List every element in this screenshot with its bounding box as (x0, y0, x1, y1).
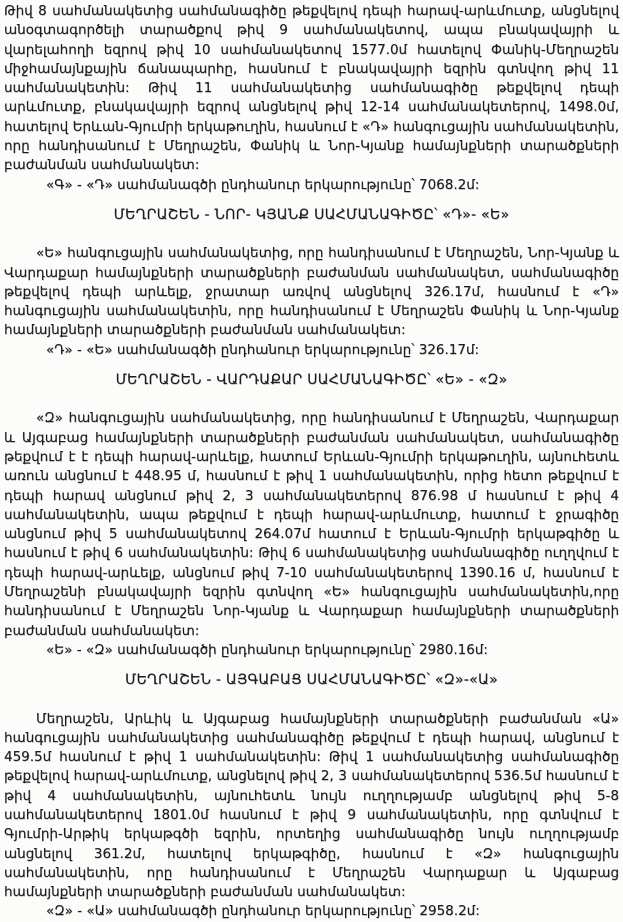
length-line-e-z: «Ե» - «Զ» սահմանագծի ընդհանուր երկարությունը՝ 2980.16մ: (46, 641, 488, 658)
length-line-z-a: «Զ» - «Ա» սահմանագծի ընդհանուր երկարությունը՝ 2958.2մ: (46, 903, 480, 920)
paragraph-d-e-boundary: «Ե» հանգուցային սահմանակետից, որը հանդիսանում է Մեղրաշեն, Նոր-Կյանք և Վարդաքար համայնքների տարածքների բաժանման սահմանակետ, սահմանագիծը թեքվելով դեպի արևելք, ջրատար առվով անցնելով 326.17մ, հասնում է «Դ» հանգուցային սահմանակետին, որը հանդիսանում է Մեղրաշեն Փանիկ և Նոր-Կյանք համայնքների տարածքների բաժանման սահմանակետ: (4, 245, 619, 339)
heading-meghrashen-vardakar: ՄԵՂՐԱՇԵՆ - ՎԱՐԴԱՔԱՐ ՍԱՀՄԱՆԱԳԻԾԸ՝ «Ե» - «Զ» (115, 372, 508, 389)
paragraph-panik-meghrashen-continuation: Թիվ 8 սահմանակետից սահմանագիծը թեքվելով դեպի հարավ-արևմուտք, անցնելով անօգտագործելի տարածքով թիվ 9 սահմանակետով, ապա բնակավայրի և վարելահողի եզրով թիվ 10 սահմանակետով 1577.0մ հատելով Փանիկ-Մեղրաշեն միջհամայնքային ճանապարհը, հասնում է բնակավայրի եզրին գտնվող թիվ 11 սահմանակետին: Թիվ 11 սահմանակետից սահմանագիծը թեքվելով դեպի արևմուտք, բնակավայրի եզրով անցնելով թիվ 12-14 սահմանակետերով, 1498.0մ, հատելով Երևան-Գյումրի երկաթուղին, հասնում է «Դ» հանգուցային սահմանակետին, որը հանդիսանում է Մեղրաշեն, Փանիկ և Նոր-Կյանք համայնքների տարածքների բաժանման սահմանակետ: (4, 3, 619, 174)
length-line-d-e: «Դ» - «Ե» սահմանագծի ընդհանուր երկարությունը՝ 326.17մ: (46, 341, 480, 358)
length-line-g-d: «Գ» - «Դ» սահմանագծի ընդհանուր երկարությունը՝ 7068.2մ: (46, 176, 480, 193)
heading-meghrashen-nor-kyank: ՄԵՂՐԱՇԵՆ - ՆՈՐ- ԿՅԱՆՔ ՍԱՀՄԱՆԱԳԻԾԸ՝ «Դ»- «Ե» (113, 206, 510, 223)
paragraph-z-a-boundary: Մեղրաշեն, Արևիկ և Այգաբաց համայնքների տարածքների բաժանման «Ա» հանգուցային սահմանակետից սահմանագիծը թեքվում է դեպի հարավ, անցնում է 459.5մ հասնում է թիվ 1 սահմանակետին: Թիվ 1 սահմանակետից սահմանագիծը թեքվելով հարավ-արևմուտք, անցնելով թիվ 2, 3 սահմանակետերով 536.5մ հասնում է թիվ 4 սահմանակետին, այնուհետև նույն ուղղությամբ անցնելով թիվ 5-8 սահմանակետերով 1801.0մ հասնում է թիվ 9 սահմանակետին, որը գտնվում է Գյումրի-Արթիկ երկաթգծի եզրին, որտեղից սահմանագիծը նույն ուղղությամբ անցնելով 361.2մ, հատելով երկաթգիծը, հասնում է «Զ» հանգուցային սահմանակետին, որը հանդիսանում է Մեղրաշեն Վարդաքար և Այգաբաց համայնքների տարածքների բաժանման սահմանակետ: (4, 710, 619, 901)
paragraph-e-z-boundary: «Զ» հանգուցային սահմանակետից, որը հանդիսանում է Մեղրաշեն, Վարդաքար և Այգաբաց համայնքների տարածքների բաժանման սահմանակետ, սահմանագիծը թեքվում է է դեպի հարավ-արևելք, հատում Երևան-Գյումրի երկաթուղին, այնուհետև առուն անցնում է 448.95 մ, հասնում է թիվ 1 սահմանակետին, որից հետո թեքվում է դեպի հարավ անցնում թիվ 2, 3 սահմանակետերով 876.98 մ հասնում է թիվ 4 սահմանակետին, ապա թեքվում է դեպի հարավ-արևմուտք, հատում է ջրագիծը անցնում թիվ 5 սահմանակետով 264.07մ հատում է Երևան-Գյումրի երկաթգիծը և հասնում է թիվ 6 սահմանակետին: Թիվ 6 սահմանակետից սահմանագիծը ուղղվում է դեպի հարավ-արևելք, անցնում թիվ 7-10 սահմանակետերով 1390.16 մ, հասնում է Մեղրաշենի բնակավայրի եզրին գտնվող «Ե» հանգուցային սահմանակետին,որը հանդիսանում է Մեղրաշեն Նոր-Կյանք և Վարդաքար համայնքների տարածքների բաժանման սահմանակետ: (4, 410, 619, 639)
heading-meghrashen-aygabats: ՄԵՂՐԱՇԵՆ - ԱՅԳԱԲԱՑ ՍԱՀՄԱՆԱԳԻԾԸ՝ «Զ»-«Ա» (125, 672, 498, 689)
